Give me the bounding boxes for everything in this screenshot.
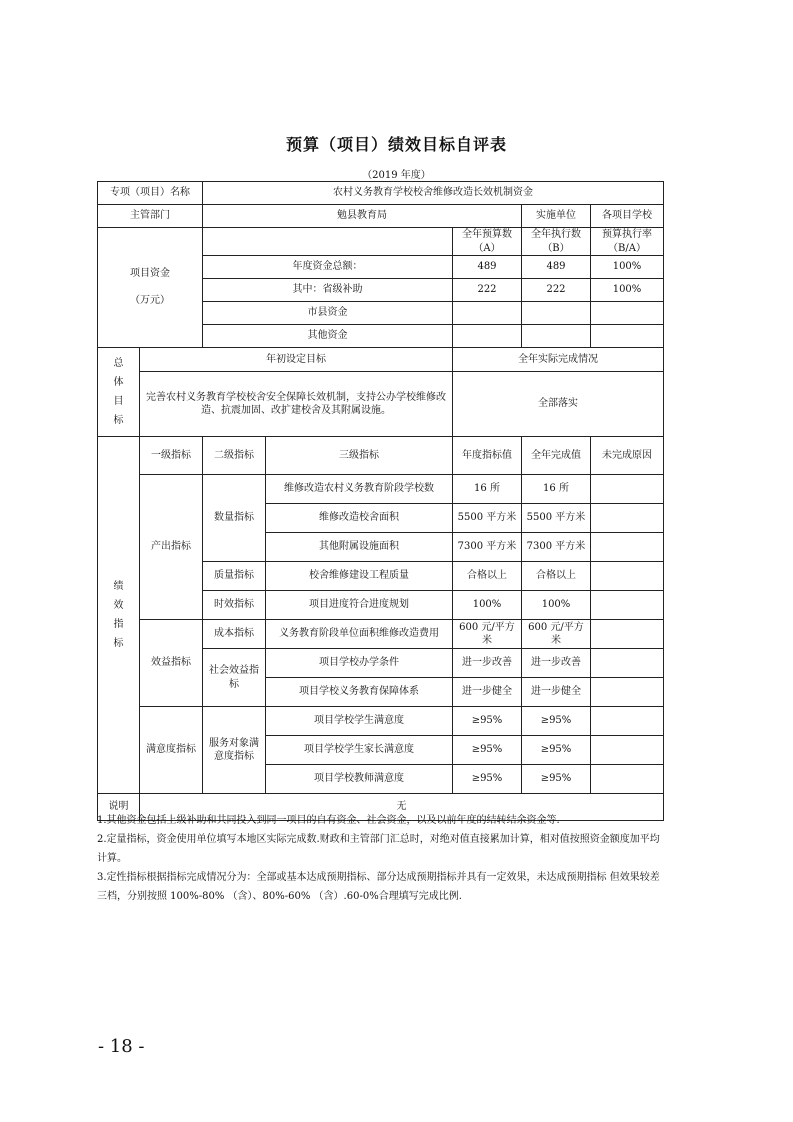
indicator-target: 16 所 bbox=[453, 475, 522, 504]
funds-row-exec bbox=[522, 325, 591, 348]
indicator-done: 合格以上 bbox=[522, 562, 591, 591]
indicator-reason bbox=[591, 707, 664, 736]
indicator-done: ≥95% bbox=[522, 707, 591, 736]
goal-text: 完善农村义务教育学校校舍安全保障长效机制，支持公办学校维修改造、抗震加固、改扩建校舍及其附属设施。 bbox=[140, 372, 453, 437]
funds-row-budget: 222 bbox=[453, 279, 522, 302]
indicator-name: 项目学校学生家长满意度 bbox=[266, 736, 453, 765]
indicator-target: 100% bbox=[453, 591, 522, 620]
group-quantity: 数量指标 bbox=[203, 475, 266, 562]
indicator-reason bbox=[591, 475, 664, 504]
indicator-done: 进一步健全 bbox=[522, 678, 591, 707]
indicator-reason bbox=[591, 620, 664, 649]
indicator-name: 项目进度符合进度规划 bbox=[266, 591, 453, 620]
col-budget-header: 全年预算数（A） bbox=[453, 228, 522, 256]
indicator-done: 600 元/平方米 bbox=[522, 620, 591, 649]
group-timeliness: 时效指标 bbox=[203, 591, 266, 620]
group-satisfaction: 满意度指标 bbox=[140, 707, 203, 794]
header-level3: 三级指标 bbox=[266, 437, 453, 475]
indicator-done: ≥95% bbox=[522, 765, 591, 794]
indicator-reason bbox=[591, 649, 664, 678]
indicator-done: 100% bbox=[522, 591, 591, 620]
funds-row-exec: 222 bbox=[522, 279, 591, 302]
indicator-reason bbox=[591, 504, 664, 533]
project-name-value: 农村义务教育学校校舍维修改造长效机制资金 bbox=[203, 182, 664, 205]
funds-row-exec bbox=[522, 302, 591, 325]
header-reason: 未完成原因 bbox=[591, 437, 664, 475]
indicator-name: 校舍维修建设工程质量 bbox=[266, 562, 453, 591]
indicator-name: 项目学校教师满意度 bbox=[266, 765, 453, 794]
indicator-target: ≥95% bbox=[453, 736, 522, 765]
indicator-name: 义务教育阶段单位面积维修改造费用 bbox=[266, 620, 453, 649]
indicator-target: 合格以上 bbox=[453, 562, 522, 591]
funds-row-rate bbox=[591, 325, 664, 348]
indicator-done: 16 所 bbox=[522, 475, 591, 504]
indicator-target: 7300 平方米 bbox=[453, 533, 522, 562]
page-number: - 18 - bbox=[98, 1036, 145, 1057]
footnotes bbox=[97, 811, 663, 906]
header-target: 年度指标值 bbox=[453, 437, 522, 475]
report-year: （2019 年度） bbox=[362, 170, 431, 181]
perf-indicators-label: 绩效指标 bbox=[98, 437, 140, 794]
funds-row-name: 年度资金总额： bbox=[203, 256, 453, 279]
indicator-reason bbox=[591, 562, 664, 591]
footnote: 3.定性指标根据指标完成情况分为：全部或基本达成预期指标、部分达成预期指标并具有一定效果，未达成预期指标 但效果较差三档，分别按照 100%-80% （含）、80%-60% （含）.60-0%合理填写完成比例. bbox=[97, 872, 660, 902]
funds-row-exec: 489 bbox=[522, 256, 591, 279]
impl-unit-label: 实施单位 bbox=[522, 205, 591, 228]
funds-row-budget bbox=[453, 325, 522, 348]
funds-row-rate: 100% bbox=[591, 256, 664, 279]
page-title: 预算（项目）绩效目标自评表 bbox=[285, 135, 507, 154]
funds-row-name: 市县资金 bbox=[203, 302, 453, 325]
indicator-done: 5500 平方米 bbox=[522, 504, 591, 533]
group-cost: 成本指标 bbox=[203, 620, 266, 649]
indicator-reason bbox=[591, 765, 664, 794]
indicator-target: ≥95% bbox=[453, 765, 522, 794]
indicator-name: 其他附属设施面积 bbox=[266, 533, 453, 562]
dept-value: 勉县教育局 bbox=[203, 205, 522, 228]
indicator-name: 项目学校学生满意度 bbox=[266, 707, 453, 736]
impl-unit-value: 各项目学校 bbox=[591, 205, 664, 228]
indicator-target: 进一步改善 bbox=[453, 649, 522, 678]
dept-label: 主管部门 bbox=[98, 205, 203, 228]
funds-row-name: 其中：省级补助 bbox=[203, 279, 453, 302]
footnote: 2.定量指标，资金使用单位填写本地区实际完成数.财政和主管部门汇总时，对绝对值直接累加计算，相对值按照资金额度加平均计算。 bbox=[97, 834, 660, 864]
funds-label: 项目资金 （万元） bbox=[98, 228, 203, 348]
indicator-reason bbox=[591, 736, 664, 765]
indicator-reason bbox=[591, 678, 664, 707]
funds-row-budget bbox=[453, 302, 522, 325]
funds-row-rate bbox=[591, 302, 664, 325]
project-name-label: 专项（项目）名称 bbox=[98, 182, 203, 205]
indicator-reason bbox=[591, 591, 664, 620]
group-service: 服务对象满意度指标 bbox=[203, 707, 266, 794]
funds-row-name: 其他资金 bbox=[203, 325, 453, 348]
indicator-name: 维修改造校舍面积 bbox=[266, 504, 453, 533]
indicator-done: ≥95% bbox=[522, 736, 591, 765]
indicator-target: 进一步健全 bbox=[453, 678, 522, 707]
indicator-name: 维修改造农村义务教育阶段学校数 bbox=[266, 475, 453, 504]
remark-value: 无 bbox=[140, 794, 664, 821]
funds-row-rate: 100% bbox=[591, 279, 664, 302]
group-benefit: 效益指标 bbox=[140, 620, 203, 707]
indicator-target: 5500 平方米 bbox=[453, 504, 522, 533]
remark-label: 说明 bbox=[98, 794, 140, 821]
indicator-done: 7300 平方米 bbox=[522, 533, 591, 562]
group-quality: 质量指标 bbox=[203, 562, 266, 591]
col-rate-header: 预算执行率（B/A） bbox=[591, 228, 664, 256]
indicator-target: ≥95% bbox=[453, 707, 522, 736]
footnote: 1.其他资金包括上级补助和共同投入到同一项目的自有资金、社会资金，以及以前年度的结转结余资金等. bbox=[97, 815, 560, 826]
col-exec-header: 全年执行数（B） bbox=[522, 228, 591, 256]
indicator-name: 项目学校义务教育保障体系 bbox=[266, 678, 453, 707]
actual-header: 全年实际完成情况 bbox=[453, 348, 664, 372]
group-output: 产出指标 bbox=[140, 475, 203, 620]
goal-header: 年初设定目标 bbox=[140, 348, 453, 372]
indicator-done: 进一步改善 bbox=[522, 649, 591, 678]
header-level1: 一级指标 bbox=[140, 437, 203, 475]
funds-row-budget: 489 bbox=[453, 256, 522, 279]
overall-goal-label: 总体目标 bbox=[98, 348, 140, 437]
header-level2: 二级指标 bbox=[203, 437, 266, 475]
actual-text: 全部落实 bbox=[453, 372, 664, 437]
indicator-reason bbox=[591, 533, 664, 562]
indicator-target: 600 元/平方米 bbox=[453, 620, 522, 649]
indicator-name: 项目学校办学条件 bbox=[266, 649, 453, 678]
self-evaluation-table bbox=[97, 181, 664, 821]
header-done: 全年完成值 bbox=[522, 437, 591, 475]
group-social: 社会效益指标 bbox=[203, 649, 266, 707]
